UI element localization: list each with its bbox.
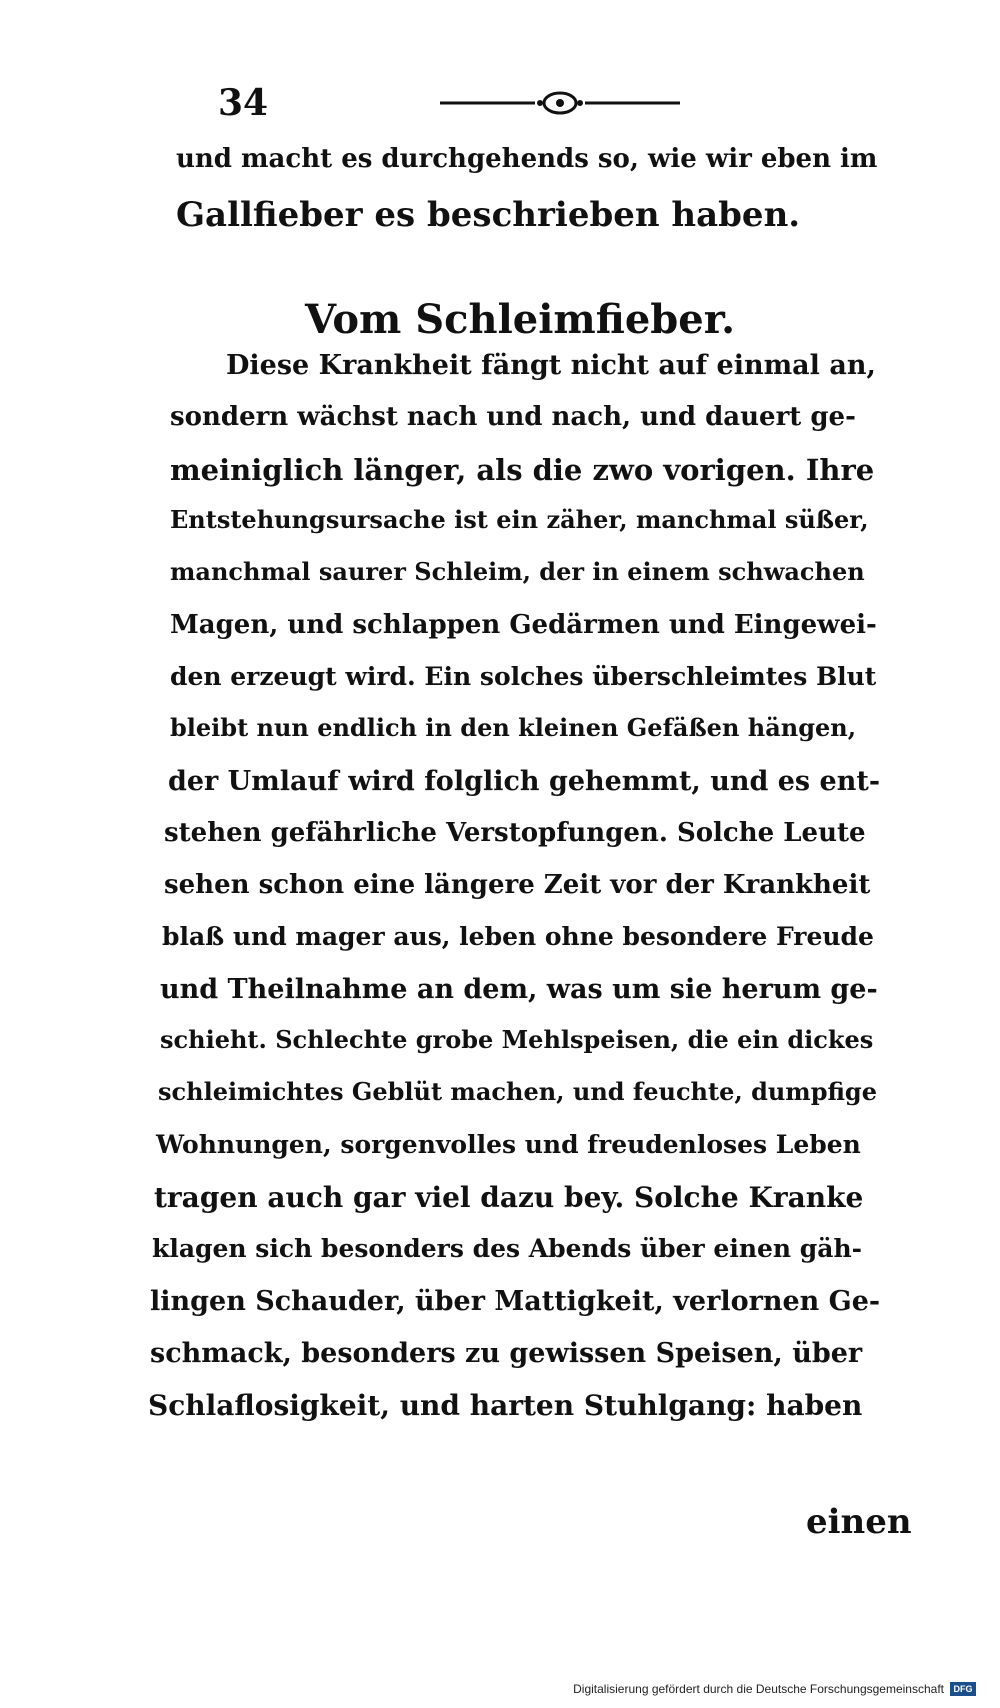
text-line: lingen Schauder, über Mattigkeit, verlornen Ge- (150, 1286, 881, 1317)
page-header (0, 80, 1000, 130)
text-line: schmack, besonders zu gewissen Speisen, über (150, 1338, 863, 1369)
text-line: schieht. Schlechte grobe Mehlspeisen, die ein dickes (160, 1025, 874, 1054)
digitization-credit (573, 1682, 976, 1696)
section-heading: Vom Schleimfieber. (304, 296, 736, 343)
dfg-logo: DFG (950, 1682, 976, 1696)
ornament-divider-icon (440, 88, 680, 118)
text-line: Gallfieber es beschrieben haben. (176, 195, 801, 235)
text-line: bleibt nun endlich in den kleinen Gefäßen hängen, (170, 713, 857, 742)
text-line: sehen schon eine längere Zeit vor der Krankheit (164, 870, 871, 900)
text-line: tragen auch gar viel dazu bey. Solche Kranke (154, 1181, 864, 1214)
text-line: klagen sich besonders des Abends über einen gäh- (152, 1234, 863, 1263)
text-line: manchmal saurer Schleim, der in einem schwachen (170, 557, 865, 586)
text-line: stehen gefährliche Verstopfungen. Solche Leute (164, 818, 866, 848)
text-line: Wohnungen, sorgenvolles und freudenloses Leben (156, 1130, 861, 1159)
text-line: meiniglich länger, als die zwo vorigen. Ihre (170, 453, 875, 487)
text-line: schleimichtes Geblüt machen, und feuchte, dumpfige (158, 1077, 877, 1106)
text-line: Schlaflosigkeit, und harten Stuhlgang: haben (148, 1389, 863, 1422)
page-number: 34 (218, 82, 269, 124)
text-line: Magen, und schlappen Gedärmen und Eingewei- (170, 610, 877, 640)
text-line: und macht es durchgehends so, wie wir eben im (176, 144, 878, 174)
credit-text: Digitalisierung gefördert durch die Deutsche Forschungsgemeinschaft (573, 1682, 944, 1696)
text-line: der Umlauf wird folglich gehemmt, und es ent- (168, 766, 881, 797)
text-line: den erzeugt wird. Ein solches überschleimtes Blut (170, 662, 877, 691)
text-line: und Theilnahme an dem, was um sie herum ge- (160, 974, 878, 1005)
text-line: blaß und mager aus, leben ohne besondere Freude (162, 922, 874, 951)
text-line: sondern wächst nach und nach, und dauert ge- (170, 402, 856, 432)
text-line: Entstehungsursache ist ein zäher, manchmal süßer, (170, 505, 869, 534)
catchword: einen (806, 1502, 912, 1542)
text-line: Diese Krankheit fängt nicht auf einmal an, (226, 350, 876, 381)
